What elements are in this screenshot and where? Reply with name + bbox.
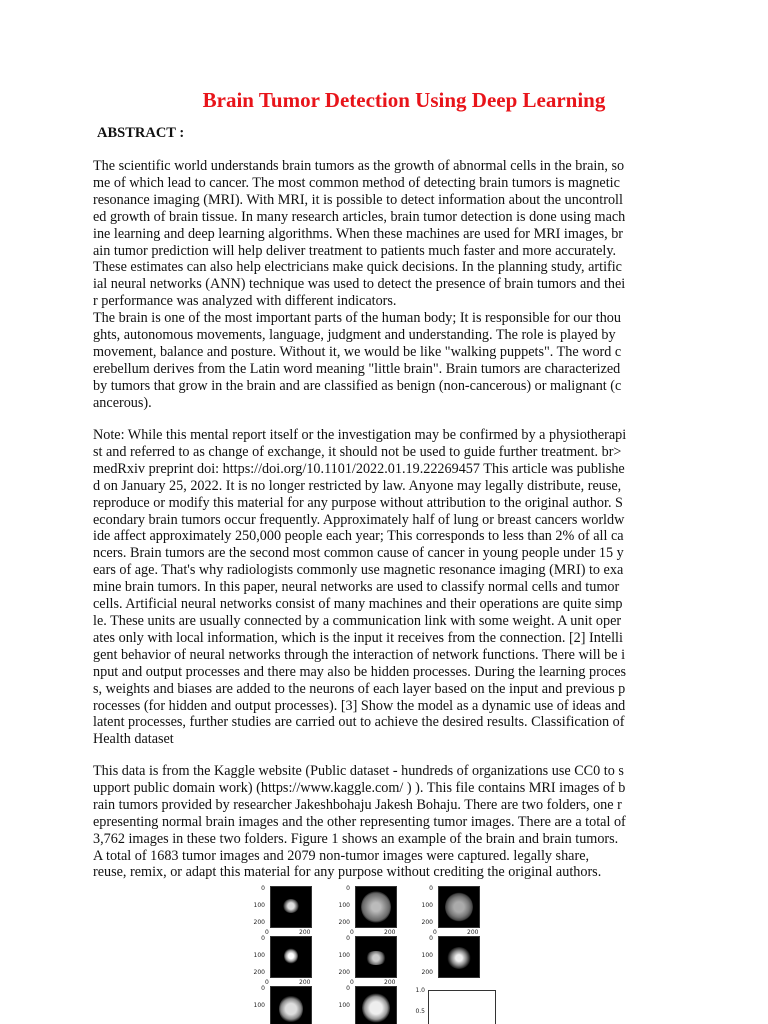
x-tick-label: 200: [384, 929, 396, 936]
text-line: gent behavior of neural networks through the interaction of network functions. There will be i: [93, 646, 626, 663]
text-line: rain tumors provided by researcher Jakeshbohaju Jakesh Bohaju. There are two folders, one r: [93, 796, 622, 813]
text-line: le. These units are usually connected by a communication link with some weight. A unit oper: [93, 612, 622, 629]
text-line: erebellum derives from the Latin word meaning "little brain". Brain tumors are characterized: [93, 360, 621, 377]
y-tick-label: 0: [429, 935, 433, 942]
text-line: The brain is one of the most important parts of the human body; It is responsible for our thou: [93, 310, 621, 327]
y-tick-label: 1.0: [415, 987, 425, 994]
x-tick-label: 0: [350, 979, 354, 986]
x-tick-label: 200: [467, 929, 479, 936]
y-tick-label: 100: [338, 902, 350, 909]
text-line: by tumors that grow in the brain and are classified as benign (non-cancerous) or malignant (c: [93, 377, 622, 394]
text-line: ine learning and deep learning algorithms. When these machines are used for MRI images, br: [93, 225, 624, 242]
text-line: ain tumor prediction will help deliver treatment to patients much faster and more accurately.: [93, 242, 617, 259]
y-tick-label: 200: [421, 919, 433, 926]
y-tick-label: 200: [421, 969, 433, 976]
text-line: ed growth of brain tissue. In many research articles, brain tumor detection is done using mach: [93, 208, 626, 225]
mri-cell: [245, 979, 325, 1024]
y-tick-label: 100: [253, 952, 265, 959]
y-tick-label: 200: [253, 919, 265, 926]
text-line: mine brain tumors. In this paper, neural networks are used to classify normal cells and tumor: [93, 579, 620, 596]
note-paragraph: [93, 427, 683, 748]
paper-title: Brain Tumor Detection Using Deep Learning: [202, 88, 606, 112]
y-tick-label: 100: [421, 952, 433, 959]
mri-cell: [413, 882, 493, 934]
y-tick-label: 0: [346, 935, 350, 942]
text-line: ears of age. That's why radiologists commonly use magnetic resonance imaging (MRI) to exa: [93, 562, 624, 579]
y-tick-label: 100: [253, 902, 265, 909]
text-line: This data is from the Kaggle website (Public dataset - hundreds of organizations use CC0 to s: [93, 763, 624, 779]
mri-sample-figure: [245, 882, 505, 1024]
mri-scan-image: [355, 986, 397, 1024]
mri-cell: [413, 929, 493, 984]
text-line: r performance was analyzed with different indicators.: [93, 293, 397, 310]
mri-cell: [245, 882, 325, 934]
text-line: ates only with local information, which is the input it receives from the connection. [2] Intelli: [93, 629, 623, 646]
y-tick-label: 200: [338, 919, 350, 926]
text-line: These estimates can also help electricians make quick decisions. In the planning study, artific: [93, 259, 622, 276]
x-tick-label: 200: [299, 979, 311, 986]
text-line: me of which lead to cancer. The most common method of detecting brain tumors is magnetic: [93, 174, 620, 191]
y-tick-label: 0: [346, 985, 350, 992]
text-line: st and referred to as change of exchange, it should not be used to guide further treatment. br>: [93, 443, 622, 460]
text-line: nput and output processes and there may also be hidden processes. During the learning proces: [93, 663, 627, 680]
y-tick-label: 0: [261, 985, 265, 992]
y-tick-label: 0: [346, 885, 350, 892]
dataset-paragraph: [93, 763, 683, 881]
text-line: Health dataset: [93, 731, 174, 748]
text-line: medRxiv preprint doi: https://doi.org/10.1101/2022.01.19.22269457 This article was publishe: [93, 460, 625, 477]
x-tick-label: 0: [433, 929, 437, 936]
y-tick-label: 100: [338, 1002, 350, 1009]
text-line: The scientific world understands brain tumors as the growth of abnormal cells in the brain, so: [93, 158, 625, 174]
mri-cell: [330, 979, 410, 1024]
x-tick-label: 200: [299, 929, 311, 936]
text-line: econdary brain tumors occur frequently. Approximately half of lung or breast cancers worldw: [93, 511, 625, 528]
mri-scan-image: [355, 886, 397, 928]
x-tick-label: 0: [265, 929, 269, 936]
text-line: ncers. Brain tumors are the second most common cause of cancer in young people under 15 y: [93, 545, 624, 562]
text-line: ide affect approximately 250,000 people each year; This corresponds to less than 2% of all ca: [93, 528, 624, 545]
text-line: ial neural networks (ANN) technique was used to detect the presence of brain tumors and thei: [93, 276, 626, 293]
y-tick-label: 100: [338, 952, 350, 959]
y-tick-label: 0: [261, 935, 265, 942]
text-line: ghts, autonomous movements, language, judgment and understanding. The role is played by: [93, 327, 616, 344]
text-line: rocesses (for hidden and output processes). [3] Show the model as a dynamic use of ideas and: [93, 697, 626, 714]
mri-scan-image: [270, 936, 312, 978]
mri-cell: [245, 929, 325, 984]
mri-scan-image: [438, 936, 480, 978]
text-line: 3,762 images in these two folders. Figure 1 shows an example of the brain and brain tumors.: [93, 830, 619, 847]
abstract-heading: ABSTRACT :: [97, 125, 185, 141]
y-tick-label: 200: [338, 969, 350, 976]
mri-cell: [330, 882, 410, 934]
text-line: movement, balance and posture. Without it, we would be like "walking puppets". The word c: [93, 343, 622, 360]
text-line: resonance imaging (MRI). With MRI, it is possible to detect information about the uncontroll: [93, 191, 623, 208]
text-line: cells. Artificial neural networks consist of many machines and their operations are quite simp: [93, 596, 623, 613]
plot-axes: [428, 990, 496, 1024]
text-line: reproduce or modify this material for any purpose without attribution to the original author. S: [93, 494, 623, 511]
x-tick-label: 0: [265, 979, 269, 986]
text-line: A total of 1683 tumor images and 2079 non-tumor images were captured. legally share,: [93, 847, 590, 864]
text-line: s, weights and biases are added to the neurons of each layer based on the input and previous p: [93, 680, 626, 697]
mri-scan-image: [438, 886, 480, 928]
abstract-paragraph-1: [93, 158, 683, 412]
mri-cell: [330, 929, 410, 984]
text-line: latent processes, further studies are carried out to achieve the desired results. Classification of: [93, 714, 625, 731]
mri-scan-image: [355, 936, 397, 978]
y-tick-label: 0.5: [415, 1008, 425, 1015]
y-tick-label: 0: [429, 885, 433, 892]
text-line: epresenting normal brain images and the other representing tumor images. There are a total of: [93, 813, 626, 830]
x-tick-label: 0: [350, 929, 354, 936]
text-line: reuse, remix, or adapt this material for any purpose without crediting the original authors.: [93, 864, 602, 881]
y-tick-label: 200: [253, 969, 265, 976]
x-tick-label: 200: [384, 979, 396, 986]
mri-scan-image: [270, 986, 312, 1024]
y-tick-label: 0: [261, 885, 265, 892]
y-tick-label: 100: [421, 902, 433, 909]
mri-scan-image: [270, 886, 312, 928]
text-line: ancerous).: [93, 394, 152, 411]
text-line: d on January 25, 2022. It is no longer restricted by law. Anyone may legally distribute, reuse,: [93, 477, 622, 494]
y-tick-label: 100: [253, 1002, 265, 1009]
text-line: upport public domain work) (https://www.kaggle.com/ ) ). This file contains MRI images of b: [93, 779, 626, 796]
text-line: Note: While this mental report itself or the investigation may be confirmed by a physiotherapi: [93, 427, 627, 443]
